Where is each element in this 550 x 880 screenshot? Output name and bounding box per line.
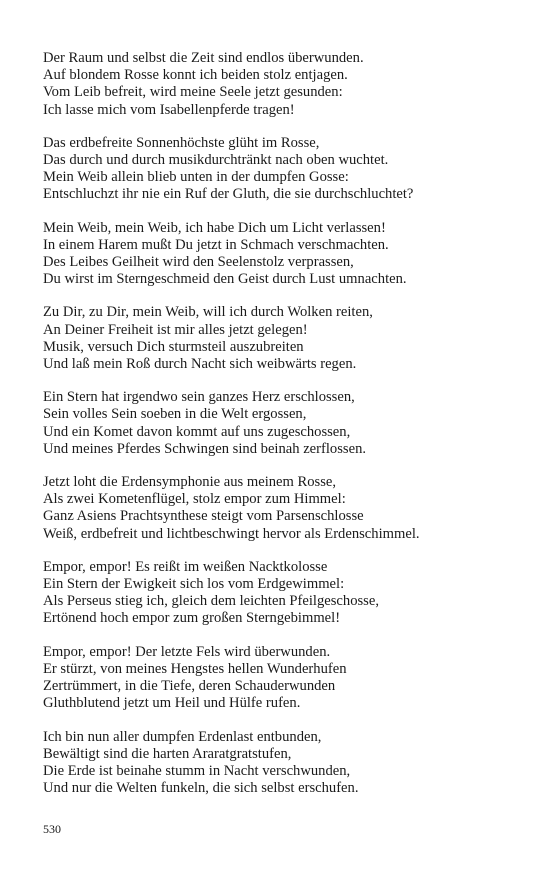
- poem-text: [43, 50, 543, 813]
- poem-line: Weiß, erdbefreit und lichtbeschwingt hervor als Erdenschimmel.: [43, 525, 420, 542]
- poem-line: Gluthblutend jetzt um Heil und Hülfe rufen.: [43, 695, 301, 712]
- poem-line: Sein volles Sein soeben in die Welt ergossen,: [43, 406, 307, 423]
- stanza-6: [43, 474, 543, 543]
- poem-line: Jetzt loht die Erdensymphonie aus meinem Rosse,: [43, 474, 337, 491]
- stanza-8: [43, 644, 543, 713]
- poem-line: Ganz Asiens Prachtsynthese steigt vom Parsenschlosse: [43, 508, 364, 525]
- stanza-4: [43, 304, 543, 373]
- poem-line: Vom Leib befreit, wird meine Seele jetzt gesunden:: [43, 84, 343, 101]
- poem-line: Auf blondem Rosse konnt ich beiden stolz entjagen.: [43, 67, 348, 84]
- poem-line: Zu Dir, zu Dir, mein Weib, will ich durch Wolken reiten,: [43, 304, 373, 321]
- page-number: 530: [43, 822, 61, 836]
- stanza-5: [43, 389, 543, 458]
- poem-line: Ein Stern hat irgendwo sein ganzes Herz erschlossen,: [43, 389, 355, 406]
- poem-line: Entschluchzt ihr nie ein Ruf der Gluth, die sie durchschluchtet?: [43, 186, 414, 203]
- poem-line: Du wirst im Sterngeschmeid den Geist durch Lust umnachten.: [43, 271, 407, 288]
- poem-line: Mein Weib, mein Weib, ich habe Dich um Licht verlassen!: [43, 219, 386, 236]
- poem-line: In einem Harem mußt Du jetzt in Schmach verschmachten.: [43, 236, 389, 253]
- stanza-7: [43, 559, 543, 628]
- stanza-9: [43, 729, 543, 798]
- poem-line: Ich lasse mich vom Isabellenpferde tragen!: [43, 101, 295, 118]
- poem-line: Empor, empor! Der letzte Fels wird überwunden.: [43, 643, 331, 660]
- poem-line: Als Perseus stieg ich, gleich dem leichten Pfeilgeschosse,: [43, 593, 379, 610]
- poem-line: Und laß mein Roß durch Nacht sich weibwärts regen.: [43, 356, 357, 373]
- poem-line: Ein Stern der Ewigkeit sich los vom Erdgewimmel:: [43, 576, 345, 593]
- poem-line: Empor, empor! Es reißt im weißen Nacktkolosse: [43, 558, 328, 575]
- poem-line: Und meines Pferdes Schwingen sind beinah zerflossen.: [43, 440, 367, 457]
- poem-line: Und nur die Welten funkeln, die sich selbst erschufen.: [43, 780, 359, 797]
- poem-line: Mein Weib allein blieb unten in der dumpfen Gosse:: [43, 169, 349, 186]
- poem-line: An Deiner Freiheit ist mir alles jetzt gelegen!: [43, 321, 308, 338]
- poem-line: Musik, versuch Dich sturmsteil auszubreiten: [43, 338, 304, 355]
- poem-line: Die Erde ist beinahe stumm in Nacht verschwunden,: [43, 762, 351, 779]
- poem-line: Das durch und durch musikdurchtränkt nach oben wuchtet.: [43, 152, 389, 169]
- poem-line: Als zwei Kometenflügel, stolz empor zum Himmel:: [43, 491, 346, 508]
- poem-line: Das erdbefreite Sonnenhöchste glüht im Rosse,: [43, 134, 320, 151]
- stanza-1: [43, 50, 543, 119]
- poem-line: Des Leibes Geilheit wird den Seelenstolz verprassen,: [43, 254, 354, 271]
- poem-line: Und ein Komet davon kommt auf uns zugeschossen,: [43, 423, 351, 440]
- stanza-3: [43, 220, 543, 289]
- poem-line: Ich bin nun aller dumpfen Erdenlast entbunden,: [43, 728, 322, 745]
- poem-line: Zertrümmert, in die Tiefe, deren Schauderwunden: [43, 678, 336, 695]
- poem-line: Ertönend hoch empor zum großen Sterngebimmel!: [43, 610, 341, 627]
- stanza-2: [43, 135, 543, 204]
- poem-line: Der Raum und selbst die Zeit sind endlos überwunden.: [43, 50, 364, 66]
- poem-line: Er stürzt, von meines Hengstes hellen Wunderhufen: [43, 660, 347, 677]
- poem-line: Bewältigt sind die harten Araratgratstufen,: [43, 745, 292, 762]
